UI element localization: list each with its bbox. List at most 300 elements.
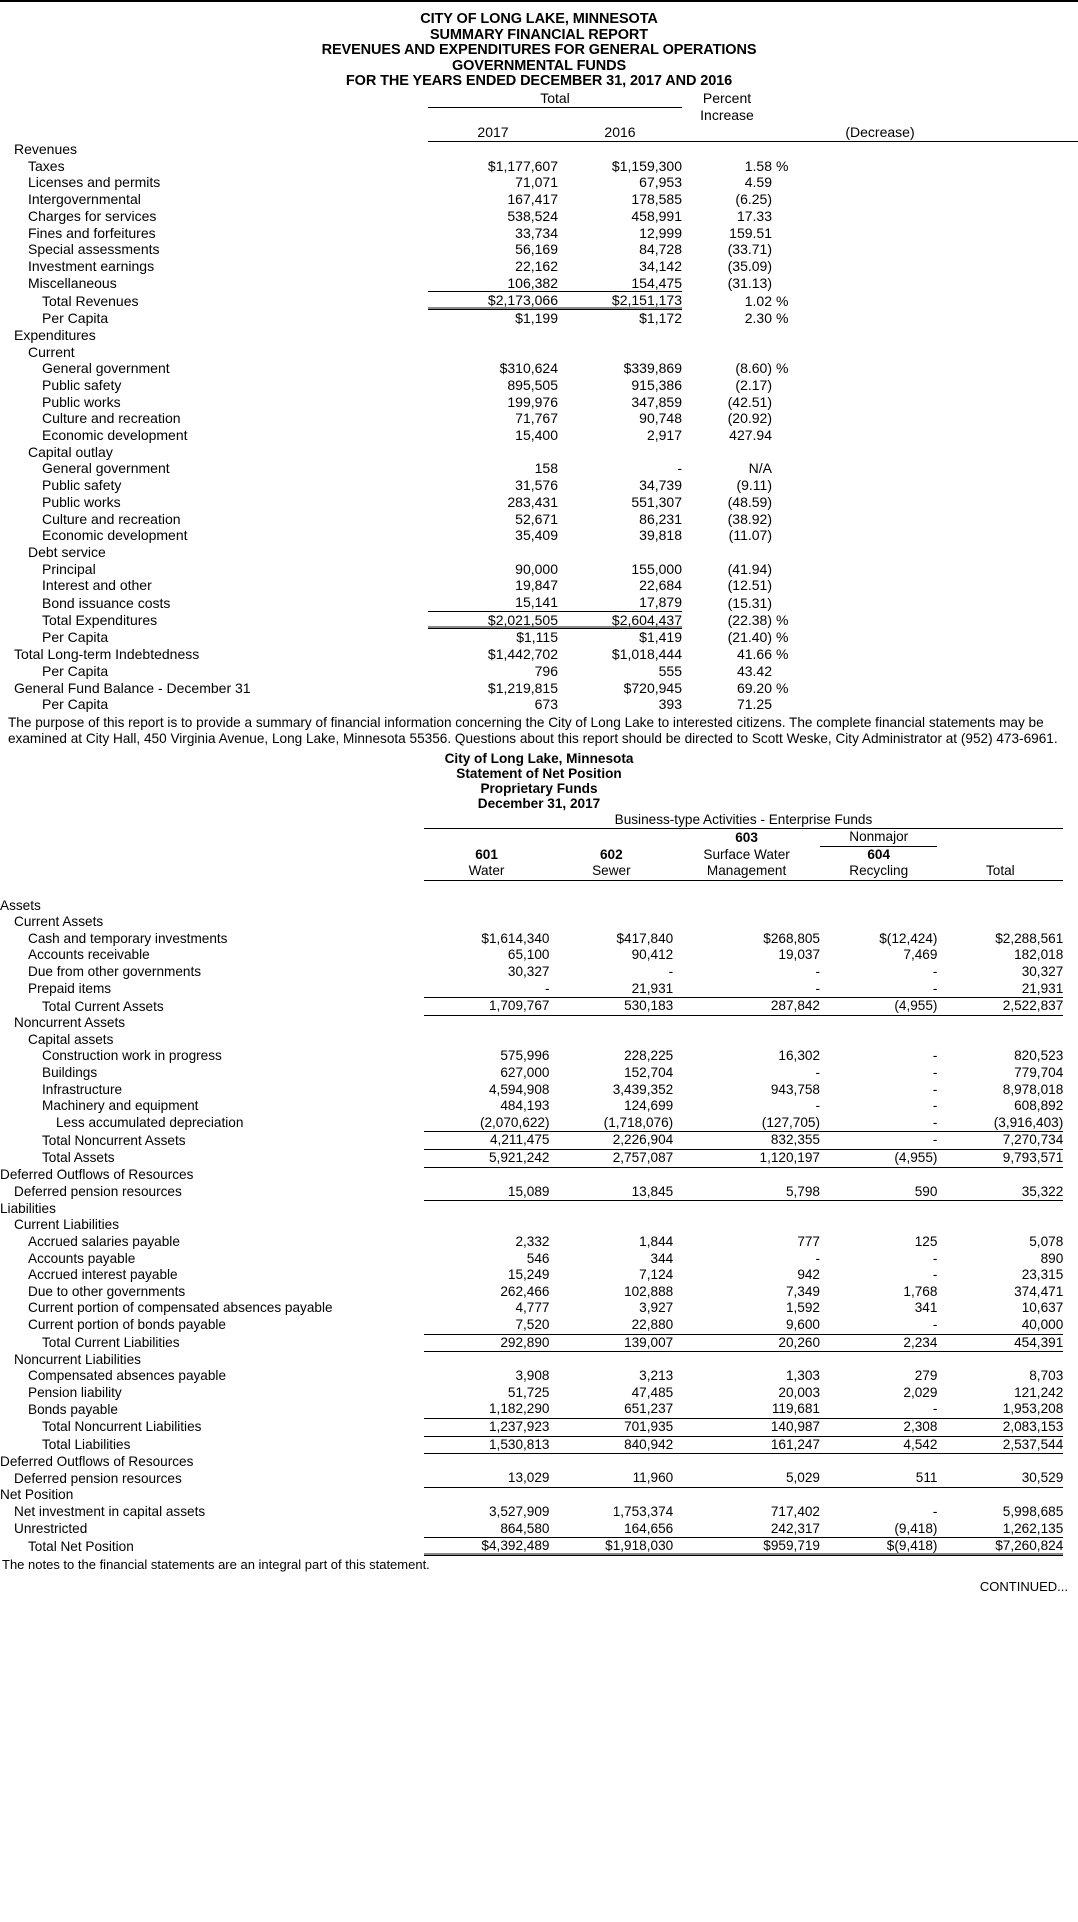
row-value-percent (682, 344, 772, 361)
row-value-v2016: 12,999 (639, 224, 682, 241)
row-value-v2017: 283,431 (507, 493, 558, 510)
table-section-row (0, 1217, 1078, 1234)
table-section-row (0, 1015, 1078, 1032)
row-value-percent: (6.25) (735, 191, 772, 208)
row-value-v2016: 39,818 (639, 527, 682, 544)
row-label: Assets (0, 897, 41, 913)
spacer-row (0, 880, 1078, 897)
row-value-percent: (35.09) (727, 258, 772, 274)
row-value-v2017: 22,162 (515, 258, 558, 274)
row-value-v2017: 167,417 (507, 191, 558, 208)
row-value-col-1: 3,908 (515, 1368, 550, 1384)
row-value-col-2: 102,888 (624, 1283, 674, 1299)
row-value-v2016: 155,000 (631, 560, 682, 577)
row-label: Accrued salaries payable (28, 1233, 180, 1249)
percent-symbol (772, 460, 1078, 477)
row-value-col-5: 182,018 (1014, 947, 1064, 963)
report-purpose-paragraph: The purpose of this report is to provide a summary of financial information concerning the City of Long Lake to interested citizens. The complete financial statements may be examined at City Hall, 450 Virginia Avenue, Long Lake, Minnesota 55356. Questions about this report should be directed to Scott Weske, City Administrator at (952) 473-6961. (8, 714, 1058, 747)
row-pad (1063, 981, 1078, 998)
table-row (0, 174, 1078, 191)
row-pad (1063, 1082, 1078, 1099)
row-value-percent: (11.07) (728, 527, 772, 544)
row-value-v2016: 154,475 (558, 275, 682, 292)
row-value-v2017: $1,177,607 (487, 157, 558, 174)
percent-symbol (772, 141, 1078, 158)
row-value-v2016: $1,172 (639, 310, 682, 327)
row-value-percent: 17.33 (736, 207, 772, 224)
row-label: Construction work in progress (42, 1048, 222, 1064)
row-value-col-4: $(9,418) (820, 1538, 937, 1556)
row-label: Fines and forfeitures (28, 224, 156, 241)
row-label: Intergovernmental (28, 191, 141, 208)
row-value-col-1 (424, 1167, 550, 1184)
table-row (0, 1317, 1078, 1334)
row-value-col-5 (937, 1015, 1063, 1032)
row-value-col-1: 627,000 (500, 1065, 550, 1081)
row-value-col-3: (127,705) (673, 1115, 820, 1132)
table-row (0, 931, 1078, 948)
header-year-2017: 2017 (428, 124, 558, 141)
row-label: Current portion of bonds payable (28, 1317, 226, 1333)
row-value-percent: (31.13) (727, 275, 772, 292)
row-value-col-5: 121,242 (1014, 1384, 1064, 1400)
row-label: Principal (42, 560, 96, 577)
row-value-v2017: 71,071 (515, 174, 558, 191)
row-label: General government (42, 360, 170, 377)
table-row (0, 1436, 1078, 1454)
row-label: Total Liabilities (42, 1437, 131, 1453)
row-label: Capital assets (28, 1031, 114, 1047)
row-label: Public safety (42, 376, 122, 393)
row-value-percent: 1.58 (744, 157, 772, 174)
table-section-row (0, 327, 1078, 344)
row-value-col-4: 7,469 (903, 947, 938, 963)
row-pad (1063, 1149, 1078, 1167)
row-value-col-4 (820, 1454, 937, 1471)
row-pad (1063, 1317, 1078, 1334)
row-label: Liabilities (0, 1200, 56, 1216)
row-pad (1063, 1368, 1078, 1385)
table-row (0, 360, 1078, 377)
row-value-percent: (2.17) (735, 376, 772, 393)
row-pad (1063, 1470, 1078, 1487)
row-pad (1063, 1048, 1078, 1065)
row-value-v2017: $310,624 (499, 360, 558, 377)
row-value-v2017: 90,000 (515, 560, 558, 577)
table-row (0, 1098, 1078, 1115)
row-value-col-4: - (820, 981, 937, 998)
row-value-col-1 (424, 1201, 550, 1218)
row-value-v2016: 90,748 (639, 410, 682, 427)
summary-table-body (0, 141, 1078, 713)
row-value-col-1: 1,182,290 (424, 1401, 550, 1418)
percent-symbol (772, 594, 1078, 611)
row-pad (1063, 947, 1078, 964)
row-value-col-1: $4,392,489 (424, 1538, 550, 1556)
row-label: Pension liability (28, 1384, 122, 1400)
row-label: Accounts payable (28, 1250, 136, 1266)
row-value-col-4 (820, 914, 937, 931)
row-value-col-5 (937, 1454, 1063, 1471)
row-value-v2016: 34,142 (639, 258, 682, 274)
percent-symbol (772, 663, 1078, 680)
row-value-col-3: 119,681 (673, 1401, 820, 1418)
row-value-col-5: 8,703 (1029, 1368, 1064, 1384)
row-value-col-3: 20,003 (778, 1384, 820, 1400)
row-value-col-1: 262,466 (500, 1283, 550, 1299)
row-label: Total Noncurrent Liabilities (42, 1419, 202, 1435)
row-value-col-5: 40,000 (937, 1317, 1063, 1334)
table-section-row (0, 914, 1078, 931)
row-value-col-3: 161,247 (673, 1436, 820, 1454)
row-value-v2016: 178,585 (631, 191, 682, 208)
col-total-name: Total (937, 863, 1063, 880)
row-label: Net Position (0, 1487, 74, 1503)
percent-symbol (772, 527, 1078, 544)
row-value-v2017: 673 (534, 696, 558, 713)
row-value-percent: 71.25 (736, 696, 772, 713)
row-value-v2017: $1,199 (515, 310, 558, 327)
percent-symbol (772, 544, 1078, 561)
row-pad (1063, 1065, 1078, 1082)
row-value-col-4: 2,308 (820, 1418, 937, 1436)
row-value-v2016: 2,917 (646, 427, 682, 444)
table-section-row (0, 898, 1078, 915)
row-value-col-4 (820, 1167, 937, 1184)
row-value-col-5 (937, 1032, 1063, 1049)
row-value-percent: (48.59) (727, 493, 772, 510)
row-value-col-4 (820, 1032, 937, 1049)
row-value-percent: 41.66 (736, 646, 772, 663)
row-value-col-2 (549, 1032, 673, 1049)
row-value-col-2: 152,704 (624, 1065, 674, 1081)
row-value-percent: 4.59 (744, 174, 772, 191)
row-label: Investment earnings (28, 258, 155, 274)
table-row (0, 947, 1078, 964)
row-value-v2017: 71,767 (515, 410, 558, 427)
row-value-col-2: 344 (650, 1250, 674, 1266)
header-row-total (0, 90, 1078, 107)
row-value-col-2 (549, 1015, 673, 1032)
row-value-col-4 (820, 1217, 937, 1234)
percent-symbol (772, 344, 1078, 361)
row-value-col-2 (549, 1167, 673, 1184)
table-row (0, 1521, 1078, 1538)
report1-title-line-4: GOVERNMENTAL FUNDS (451, 57, 627, 74)
row-pad (1063, 1300, 1078, 1317)
row-value-col-2: 21,931 (549, 981, 673, 998)
table-row (0, 410, 1078, 427)
net-position-table-body (0, 880, 1078, 1555)
row-value-v2016: $1,159,300 (611, 157, 682, 174)
table-row (0, 1470, 1078, 1487)
row-label: Deferred Outflows of Resources (0, 1453, 194, 1469)
row-value-col-3 (673, 1217, 820, 1234)
row-value-col-1: - (424, 981, 550, 998)
row-label: Revenues (14, 141, 78, 158)
row-value-col-5: 8,978,018 (1002, 1081, 1064, 1097)
row-value-col-1: 1,709,767 (424, 998, 550, 1016)
row-value-col-1 (424, 914, 550, 931)
row-label: Public safety (42, 477, 122, 494)
row-label: Accrued interest payable (28, 1267, 178, 1283)
row-value-col-2 (549, 1352, 673, 1369)
percent-symbol (772, 577, 1078, 594)
business-type-activities-label: Business-type Activities - Enterprise Funds (424, 812, 1064, 829)
table-section-row (0, 444, 1078, 461)
row-value-col-4: - (820, 1115, 937, 1132)
percent-symbol (772, 208, 1078, 225)
table-section-row (0, 1487, 1078, 1504)
row-value-col-5: 23,315 (1021, 1267, 1064, 1283)
table-row (0, 460, 1078, 477)
table-row (0, 646, 1078, 663)
row-pad (1063, 1454, 1078, 1471)
table-row (0, 292, 1078, 310)
table-row (0, 1284, 1078, 1301)
percent-symbol (772, 377, 1078, 394)
row-value-col-2: 139,007 (549, 1334, 673, 1352)
header-row-numbers (0, 846, 1078, 863)
row-value-col-1: 15,249 (507, 1267, 550, 1283)
row-value-v2017: 52,671 (515, 510, 558, 527)
row-value-col-4: - (932, 1267, 938, 1283)
report2-title-line-3: Proprietary Funds (480, 781, 598, 797)
row-value-col-3: 16,302 (778, 1048, 820, 1064)
row-label: Per Capita (42, 310, 109, 327)
table-row (0, 1300, 1078, 1317)
report1-title-line-5: FOR THE YEARS ENDED DECEMBER 31, 2017 AND 2016 (345, 73, 733, 90)
row-value-col-4 (820, 1352, 937, 1369)
row-value-col-3: 19,037 (778, 947, 820, 963)
row-value-col-4: - (932, 1098, 938, 1114)
row-pad (1063, 1015, 1078, 1032)
row-value-col-5: 7,270,734 (937, 1132, 1063, 1150)
row-value-col-3 (673, 898, 820, 915)
row-value-col-4: - (932, 963, 938, 979)
row-value-col-5: 2,537,544 (937, 1436, 1063, 1454)
table-section-row (0, 1352, 1078, 1369)
row-value-col-5: 454,391 (937, 1334, 1063, 1352)
row-value-col-1: 65,100 (507, 947, 550, 963)
row-value-col-5: 10,637 (1021, 1300, 1064, 1316)
row-value-percent: 159.51 (729, 224, 772, 241)
percent-symbol (772, 258, 1078, 275)
table-row (0, 1368, 1078, 1385)
row-label: Total Long-term Indebtedness (14, 646, 200, 663)
row-value-col-2: 13,845 (549, 1184, 673, 1201)
row-value-v2017: $1,219,815 (487, 679, 558, 696)
row-value-col-5: $7,260,824 (937, 1538, 1063, 1556)
table-row (0, 1504, 1078, 1521)
header-row-years (0, 124, 1078, 141)
table-row (0, 1334, 1078, 1352)
row-value-v2017: $1,442,702 (487, 646, 558, 663)
row-value-col-2: 47,485 (631, 1384, 674, 1400)
row-value-col-3: 5,029 (673, 1470, 820, 1487)
row-value-col-4: 2,234 (820, 1334, 937, 1352)
row-value-col-1: 15,089 (424, 1184, 550, 1201)
row-label: General government (42, 460, 170, 477)
row-value-col-2: 701,935 (549, 1418, 673, 1436)
percent-symbol: % (776, 360, 789, 377)
row-value-v2017: 15,141 (428, 594, 558, 611)
row-value-col-1 (424, 1454, 550, 1471)
report1-title-line-1: CITY OF LONG LAKE, MINNESOTA (420, 11, 658, 27)
row-value-col-3: - (815, 1098, 820, 1114)
row-value-col-4 (820, 1015, 937, 1032)
table-row (0, 1048, 1078, 1065)
percent-symbol (772, 477, 1078, 494)
row-value-col-2: 1,753,374 (612, 1503, 674, 1519)
row-value-col-1 (424, 898, 550, 915)
row-pad (1063, 1115, 1078, 1132)
row-value-col-1: 2,332 (515, 1233, 550, 1249)
row-value-v2016: 347,859 (631, 393, 682, 410)
row-value-col-4: 4,542 (820, 1436, 937, 1454)
row-value-col-3 (673, 1167, 820, 1184)
row-value-col-1: 546 (526, 1250, 550, 1266)
row-value-percent: 2.30 (744, 310, 772, 327)
table-row (0, 258, 1078, 275)
row-value-percent: (9.11) (736, 477, 772, 494)
row-value-v2017: 895,505 (507, 376, 558, 393)
row-value-col-4: (9,418) (820, 1521, 937, 1538)
row-pad (1063, 1217, 1078, 1234)
row-value-col-4: 279 (914, 1368, 938, 1384)
row-value-col-4: - (820, 1132, 937, 1150)
row-value-col-1 (424, 1015, 550, 1032)
row-value-v2016: 84,728 (639, 241, 682, 258)
row-value-col-4: - (932, 1503, 938, 1519)
row-value-v2016 (558, 344, 682, 361)
row-value-v2016: $1,419 (639, 629, 682, 646)
row-label: Net investment in capital assets (14, 1503, 206, 1519)
header-percent-line3: (Decrease) (682, 124, 1078, 141)
report2-title-line-2: Statement of Net Position (456, 766, 622, 781)
row-pad (1063, 998, 1078, 1016)
row-value-col-2: 530,183 (549, 998, 673, 1016)
row-value-col-2: (1,718,076) (549, 1115, 673, 1132)
table-row (0, 158, 1078, 175)
row-value-col-4: - (820, 1317, 937, 1334)
row-value-v2016: $1,018,444 (611, 646, 682, 663)
row-value-col-2: 3,213 (639, 1368, 674, 1384)
row-label: Unrestricted (14, 1521, 88, 1537)
table-row (0, 394, 1078, 411)
row-value-col-1: 1,530,813 (424, 1436, 550, 1454)
row-value-col-5: 374,471 (1014, 1283, 1064, 1299)
row-value-v2016 (558, 544, 682, 561)
report2-title-line-1: City of Long Lake, Minnesota (444, 750, 634, 766)
row-pad (1063, 1504, 1078, 1521)
row-value-col-3: 20,260 (673, 1334, 820, 1352)
percent-symbol (772, 327, 1078, 344)
row-pad (1063, 1385, 1078, 1402)
row-value-col-4: - (820, 1401, 937, 1418)
row-value-col-1: 5,921,242 (424, 1149, 550, 1167)
row-value-v2016: $2,151,173 (558, 292, 682, 310)
row-value-col-4: 125 (914, 1233, 938, 1249)
row-value-col-2: 7,124 (639, 1267, 674, 1283)
table-row (0, 477, 1078, 494)
row-value-col-2: 651,237 (549, 1401, 673, 1418)
percent-symbol (772, 174, 1078, 191)
row-value-col-5: 890 (1040, 1250, 1064, 1266)
row-value-percent (682, 444, 772, 461)
row-pad (1063, 1487, 1078, 1504)
percent-symbol (772, 394, 1078, 411)
row-value-col-2: 228,225 (624, 1048, 674, 1064)
row-value-col-3 (673, 1032, 820, 1049)
row-value-col-1: 13,029 (424, 1470, 550, 1487)
row-value-col-3: 7,349 (785, 1283, 820, 1299)
row-value-col-5: 30,529 (937, 1470, 1063, 1487)
header-percent-line1: Percent (702, 90, 752, 107)
table-row (0, 1234, 1078, 1251)
row-value-col-3: 9,600 (673, 1317, 820, 1334)
row-label: Current Assets (14, 914, 104, 930)
row-label: Bonds payable (28, 1401, 118, 1417)
row-label: Deferred Outflows of Resources (0, 1167, 194, 1183)
table-row (0, 191, 1078, 208)
statement-net-position-table (0, 812, 1078, 1556)
row-label: Less accumulated depreciation (56, 1115, 244, 1131)
row-label: Public works (42, 393, 121, 410)
row-value-col-3: $268,805 (763, 930, 820, 946)
table-row (0, 1065, 1078, 1082)
row-value-v2017 (428, 141, 558, 158)
row-label: Economic development (42, 527, 188, 544)
row-value-col-5: 2,522,837 (937, 998, 1063, 1016)
row-value-col-4 (820, 898, 937, 915)
row-value-col-2: 124,699 (624, 1098, 674, 1114)
row-value-v2016: - (677, 460, 682, 477)
percent-symbol (772, 444, 1078, 461)
row-value-col-4: 511 (820, 1470, 937, 1487)
col-601-name: Water (424, 863, 550, 880)
row-value-percent: (12.51) (727, 577, 772, 594)
col-604-nonmajor-label: Nonmajor (820, 829, 937, 847)
table-row (0, 577, 1078, 594)
row-value-col-3: - (815, 1250, 820, 1266)
table-row (0, 981, 1078, 998)
row-value-col-3: 5,798 (673, 1184, 820, 1201)
percent-symbol: % (776, 612, 789, 629)
row-value-v2016: $339,869 (623, 360, 682, 377)
row-label: Economic development (42, 427, 188, 444)
percent-symbol (772, 241, 1078, 258)
table-row (0, 241, 1078, 258)
row-value-col-2: - (668, 963, 674, 979)
percent-symbol: % (776, 310, 789, 327)
row-value-v2017: 15,400 (515, 427, 558, 444)
row-value-v2017: 19,847 (515, 577, 558, 594)
row-label: Interest and other (42, 577, 152, 594)
row-label: Bond issuance costs (42, 594, 171, 611)
row-value-col-3: 777 (797, 1233, 820, 1249)
row-value-col-3: 942 (797, 1267, 820, 1283)
row-value-col-2: 840,942 (549, 1436, 673, 1454)
row-value-col-1: 4,594,908 (488, 1081, 550, 1097)
row-pad (1063, 1098, 1078, 1115)
row-value-v2017: $2,173,066 (428, 292, 558, 310)
table-row (0, 1082, 1078, 1099)
table-section-row (0, 344, 1078, 361)
row-value-col-3: - (815, 1065, 820, 1081)
row-value-v2016: 915,386 (631, 376, 682, 393)
row-label: Charges for services (28, 207, 157, 224)
